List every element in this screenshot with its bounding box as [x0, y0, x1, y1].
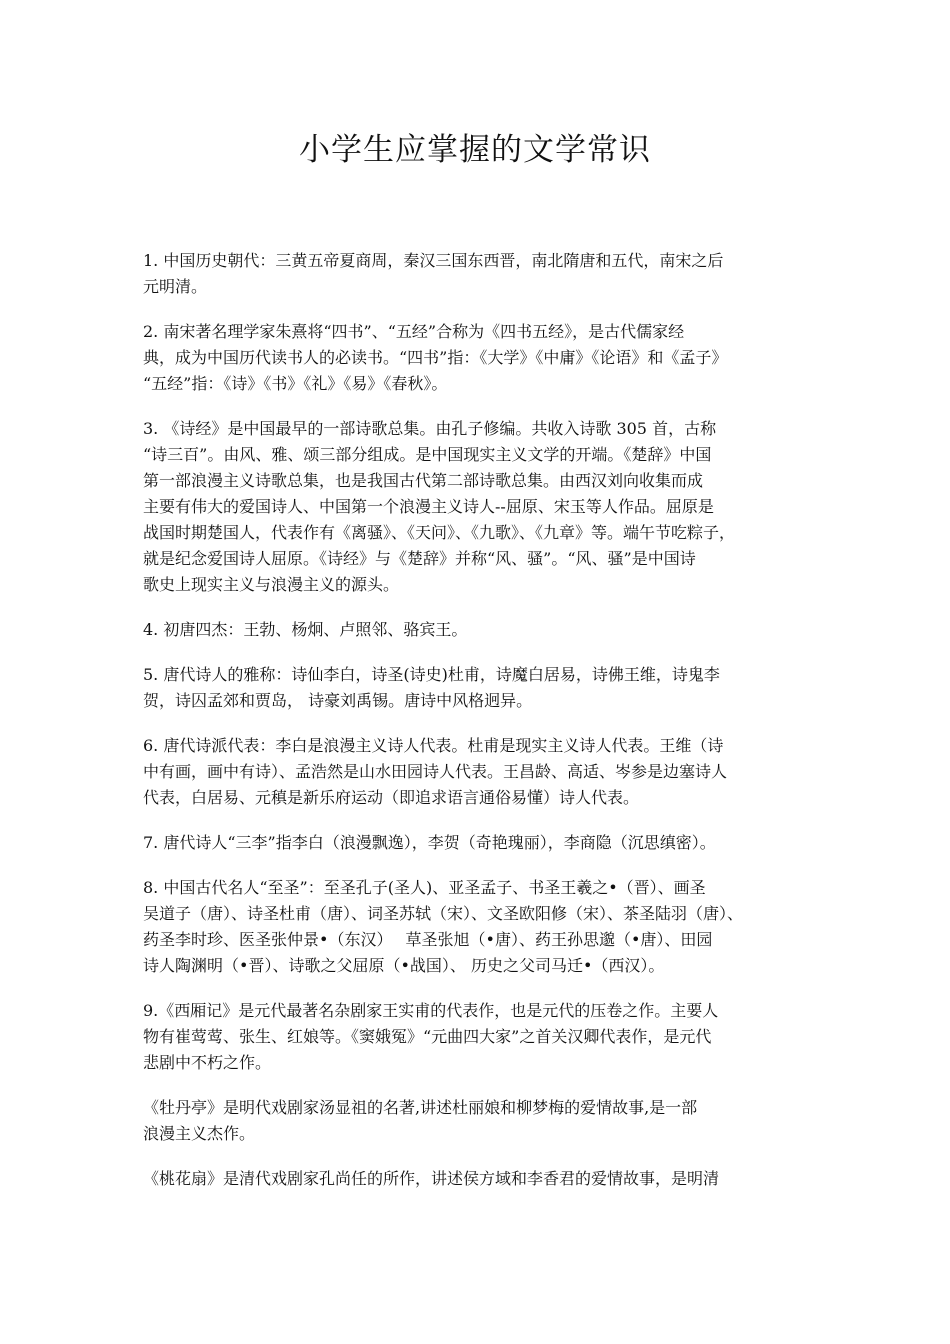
text-line: “诗三百”。由风、雅、颂三部分组成。是中国现实主义文学的开端。《楚辞》中国	[143, 445, 712, 464]
paragraph	[143, 319, 813, 397]
text-line: 中有画，画中有诗）、孟浩然是山水田园诗人代表。王昌龄、高适、岑参是边塞诗人	[143, 762, 728, 781]
text-line: 6. 唐代诗派代表：李白是浪漫主义诗人代表。杜甫是现实主义诗人代表。王维（诗	[143, 736, 724, 755]
text-line: 4. 初唐四杰：王勃、杨炯、卢照邻、骆宾王。	[143, 620, 468, 639]
text-line: 典，成为中国历代读书人的必读书。“四书”指：《大学》《中庸》《论语》和《孟子》	[143, 348, 728, 367]
text-line: 5. 唐代诗人的雅称：诗仙李白，诗圣(诗史)杜甫，诗魔白居易，诗佛王维，诗鬼李	[143, 665, 720, 684]
text-line: 主要有伟大的爱国诗人、中国第一个浪漫主义诗人--屈原、宋玉等人作品。屈原是	[143, 497, 714, 516]
text-line: 《牡丹亭》是明代戏剧家汤显祖的名著,讲述杜丽娘和柳梦梅的爱情故事,是一部	[143, 1098, 698, 1117]
text-line: 1. 中国历史朝代：三黄五帝夏商周，秦汉三国东西晋，南北隋唐和五代，南宋之后	[143, 251, 724, 270]
text-line: 浪漫主义杰作。	[143, 1124, 256, 1143]
text-line: 药圣李时珍、医圣张仲景•（东汉） 草圣张旭（•唐）、药王孙思邈（•唐）、田园	[143, 930, 713, 949]
text-line: 悲剧中不朽之作。	[143, 1053, 272, 1072]
text-line: 物有崔莺莺、张生、红娘等。《窦娥冤》“元曲四大家”之首关汉卿代表作，是元代	[143, 1027, 712, 1046]
text-line: 代表，白居易、元稹是新乐府运动（即追求语言通俗易懂）诗人代表。	[143, 788, 640, 807]
paragraph	[143, 733, 813, 811]
document-body	[143, 248, 813, 1211]
text-line: 《桃花扇》是清代戏剧家孔尚任的所作，讲述侯方域和李香君的爱情故事，是明清	[143, 1169, 720, 1188]
page-title: 小学生应掌握的文学常识	[299, 132, 651, 168]
paragraph	[143, 1166, 813, 1192]
text-line: 第一部浪漫主义诗歌总集，也是我国古代第二部诗歌总集。由西汉刘向收集而成	[143, 471, 704, 490]
text-line: “五经”指：《诗》《书》《礼》《易》《春秋》。	[143, 374, 448, 393]
paragraph	[143, 1095, 813, 1147]
paragraph	[143, 998, 813, 1076]
text-line: 3. 《诗经》是中国最早的一部诗歌总集。由孔子修编。共收入诗歌 305 首，古称	[143, 419, 717, 438]
text-line: 元明清。	[143, 277, 208, 296]
paragraph	[143, 617, 813, 643]
text-line: 7. 唐代诗人“三李”指李白（浪漫飘逸），李贺（奇艳瑰丽），李商隐（沉思缜密）。	[143, 833, 716, 852]
paragraph	[143, 662, 813, 714]
text-line: 吴道子（唐）、诗圣杜甫（唐）、词圣苏轼（宋）、文圣欧阳修（宋）、茶圣陆羽（唐）、	[143, 904, 744, 923]
text-line: 贺，诗囚孟郊和贾岛， 诗豪刘禹锡。唐诗中风格迥异。	[143, 691, 533, 710]
text-line: 诗人陶渊明（•晋）、诗歌之父屈原（•战国）、 历史之父司马迁•（西汉）。	[143, 956, 665, 975]
paragraph	[143, 830, 813, 856]
text-line: 就是纪念爱国诗人屈原。《诗经》与《楚辞》并称“风、骚”。“风、骚”是中国诗	[143, 549, 696, 568]
paragraph	[143, 416, 813, 598]
text-line: 8. 中国古代名人“至圣”：至圣孔子(圣人)、亚圣孟子、书圣王羲之•（晋）、画圣	[143, 878, 706, 897]
paragraph	[143, 875, 813, 979]
text-line: 战国时期楚国人，代表作有《离骚》、《天问》、《九歌》、《九章》等。端午节吃粽子，	[143, 523, 736, 542]
text-line: 2. 南宋著名理学家朱熹将“四书”、“五经”合称为《四书五经》，是古代儒家经	[143, 322, 685, 341]
text-line: 歌史上现实主义与浪漫主义的源头。	[143, 575, 400, 594]
paragraph	[143, 248, 813, 300]
text-line: 9.《西厢记》是元代最著名杂剧家王实甫的代表作，也是元代的压卷之作。主要人	[143, 1001, 719, 1020]
